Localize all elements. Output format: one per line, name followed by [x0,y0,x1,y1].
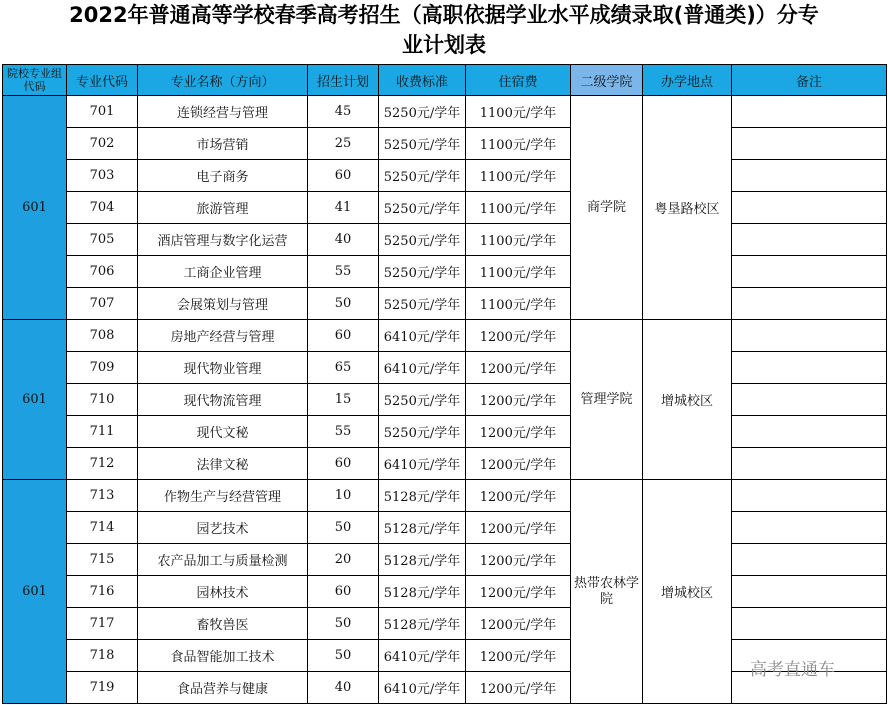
college-cell: 管理学院 [571,320,643,480]
plan-cell: 65 [308,352,379,384]
major-name-cell: 电子商务 [138,160,308,192]
table-row [3,608,887,640]
table-row [3,96,887,128]
table-row [3,192,887,224]
fee-cell: 5128元/学年 [379,544,466,576]
lodging-cell: 1100元/学年 [466,192,571,224]
table-row [3,288,887,320]
major-code-cell: 703 [67,160,138,192]
fee-cell: 5250元/学年 [379,192,466,224]
lodging-cell: 1200元/学年 [466,608,571,640]
major-code-cell: 715 [67,544,138,576]
plan-cell: 55 [308,416,379,448]
plan-cell: 60 [308,160,379,192]
lodging-cell: 1200元/学年 [466,640,571,672]
major-name-cell: 连锁经营与管理 [138,96,308,128]
major-name-cell: 畜牧兽医 [138,608,308,640]
major-name-cell: 园林技术 [138,576,308,608]
lodging-cell: 1200元/学年 [466,448,571,480]
major-name-cell: 食品智能加工技术 [138,640,308,672]
table-row [3,448,887,480]
remarks-cell [732,480,887,512]
fee-cell: 6410元/学年 [379,352,466,384]
lodging-cell: 1200元/学年 [466,480,571,512]
watermark-text: 高考直通车 [750,660,835,680]
fee-cell: 6410元/学年 [379,640,466,672]
location-cell: 增城校区 [643,320,732,480]
fee-cell: 6410元/学年 [379,448,466,480]
major-code-cell: 714 [67,512,138,544]
header-major-code: 专业代码 [67,65,138,96]
fee-cell: 5250元/学年 [379,128,466,160]
plan-cell: 45 [308,96,379,128]
lodging-cell: 1100元/学年 [466,128,571,160]
remarks-cell [732,608,887,640]
major-code-cell: 716 [67,576,138,608]
title-line-2: 业计划表 [402,33,486,57]
lodging-cell: 1200元/学年 [466,512,571,544]
plan-cell: 25 [308,128,379,160]
fee-cell: 5250元/学年 [379,96,466,128]
major-code-cell: 719 [67,672,138,704]
plan-cell: 50 [308,288,379,320]
major-name-cell: 旅游管理 [138,192,308,224]
enrollment-plan-table [2,64,887,704]
lodging-cell: 1100元/学年 [466,288,571,320]
major-name-cell: 市场营销 [138,128,308,160]
plan-cell: 40 [308,224,379,256]
college-cell: 商学院 [571,96,643,320]
major-code-cell: 717 [67,608,138,640]
fee-cell: 5250元/学年 [379,224,466,256]
plan-cell: 40 [308,672,379,704]
major-code-cell: 709 [67,352,138,384]
major-name-cell: 酒店管理与数字化运营 [138,224,308,256]
remarks-cell [732,448,887,480]
document-title [0,0,888,64]
location-cell: 粤垦路校区 [643,96,732,320]
plan-cell: 20 [308,544,379,576]
table-row [3,320,887,352]
table-row [3,160,887,192]
major-name-cell: 现代文秘 [138,416,308,448]
fee-cell: 5128元/学年 [379,576,466,608]
header-location: 办学地点 [643,65,732,96]
table-row [3,576,887,608]
fee-cell: 5250元/学年 [379,384,466,416]
header-row [3,65,887,96]
remarks-cell [732,352,887,384]
major-code-cell: 713 [67,480,138,512]
fee-cell: 6410元/学年 [379,320,466,352]
plan-cell: 60 [308,576,379,608]
table-row [3,256,887,288]
major-code-cell: 704 [67,192,138,224]
lodging-cell: 1100元/学年 [466,160,571,192]
table-row [3,128,887,160]
remarks-cell [732,160,887,192]
major-code-cell: 707 [67,288,138,320]
table-row [3,480,887,512]
major-name-cell: 农产品加工与质量检测 [138,544,308,576]
header-major-name: 专业名称（方向） [138,65,308,96]
major-code-cell: 706 [67,256,138,288]
lodging-cell: 1200元/学年 [466,416,571,448]
table-row [3,224,887,256]
plan-cell: 15 [308,384,379,416]
plan-cell: 60 [308,320,379,352]
fee-cell: 5250元/学年 [379,416,466,448]
table-row [3,352,887,384]
table-row [3,384,887,416]
major-code-cell: 711 [67,416,138,448]
remarks-cell [732,192,887,224]
major-name-cell: 法律文秘 [138,448,308,480]
table-row [3,544,887,576]
fee-cell: 5250元/学年 [379,256,466,288]
lodging-cell: 1200元/学年 [466,544,571,576]
lodging-cell: 1200元/学年 [466,320,571,352]
group-code-cell: 601 [3,96,67,320]
location-cell: 增城校区 [643,480,732,704]
lodging-cell: 1200元/学年 [466,672,571,704]
major-code-cell: 701 [67,96,138,128]
plan-cell: 50 [308,512,379,544]
header-lodging: 住宿费 [466,65,571,96]
remarks-cell [732,384,887,416]
major-code-cell: 718 [67,640,138,672]
plan-cell: 10 [308,480,379,512]
remarks-cell [732,512,887,544]
major-name-cell: 现代物流管理 [138,384,308,416]
table-row [3,512,887,544]
plan-cell: 55 [308,256,379,288]
lodging-cell: 1200元/学年 [466,352,571,384]
group-code-cell: 601 [3,480,67,704]
remarks-cell [732,288,887,320]
header-group-code: 院校专业组代码 [3,65,67,96]
major-code-cell: 712 [67,448,138,480]
remarks-cell [732,544,887,576]
plan-cell: 41 [308,192,379,224]
fee-cell: 5128元/学年 [379,512,466,544]
remarks-cell [732,256,887,288]
remarks-cell [732,224,887,256]
header-remarks: 备注 [732,65,887,96]
major-code-cell: 710 [67,384,138,416]
major-name-cell: 会展策划与管理 [138,288,308,320]
major-code-cell: 705 [67,224,138,256]
fee-cell: 5128元/学年 [379,608,466,640]
plan-cell: 50 [308,640,379,672]
remarks-cell [732,320,887,352]
plan-cell: 50 [308,608,379,640]
lodging-cell: 1200元/学年 [466,576,571,608]
major-name-cell: 食品营养与健康 [138,672,308,704]
fee-cell: 5128元/学年 [379,480,466,512]
table-row [3,416,887,448]
major-name-cell: 工商企业管理 [138,256,308,288]
header-fee: 收费标准 [379,65,466,96]
remarks-cell [732,128,887,160]
remarks-cell [732,96,887,128]
major-code-cell: 708 [67,320,138,352]
header-college: 二级学院 [571,65,643,96]
major-name-cell: 园艺技术 [138,512,308,544]
remarks-cell [732,576,887,608]
remarks-cell [732,416,887,448]
college-cell: 热带农林学院 [571,480,643,704]
fee-cell: 5250元/学年 [379,288,466,320]
title-line-1: 2022年普通高等学校春季高考招生（高职依据学业水平成绩录取(普通类)）分专 [69,3,819,27]
lodging-cell: 1100元/学年 [466,224,571,256]
major-name-cell: 作物生产与经营管理 [138,480,308,512]
group-code-cell: 601 [3,320,67,480]
fee-cell: 5250元/学年 [379,160,466,192]
major-code-cell: 702 [67,128,138,160]
lodging-cell: 1100元/学年 [466,96,571,128]
major-name-cell: 现代物业管理 [138,352,308,384]
lodging-cell: 1200元/学年 [466,384,571,416]
fee-cell: 6410元/学年 [379,672,466,704]
lodging-cell: 1100元/学年 [466,256,571,288]
plan-cell: 60 [308,448,379,480]
header-plan: 招生计划 [308,65,379,96]
major-name-cell: 房地产经营与管理 [138,320,308,352]
